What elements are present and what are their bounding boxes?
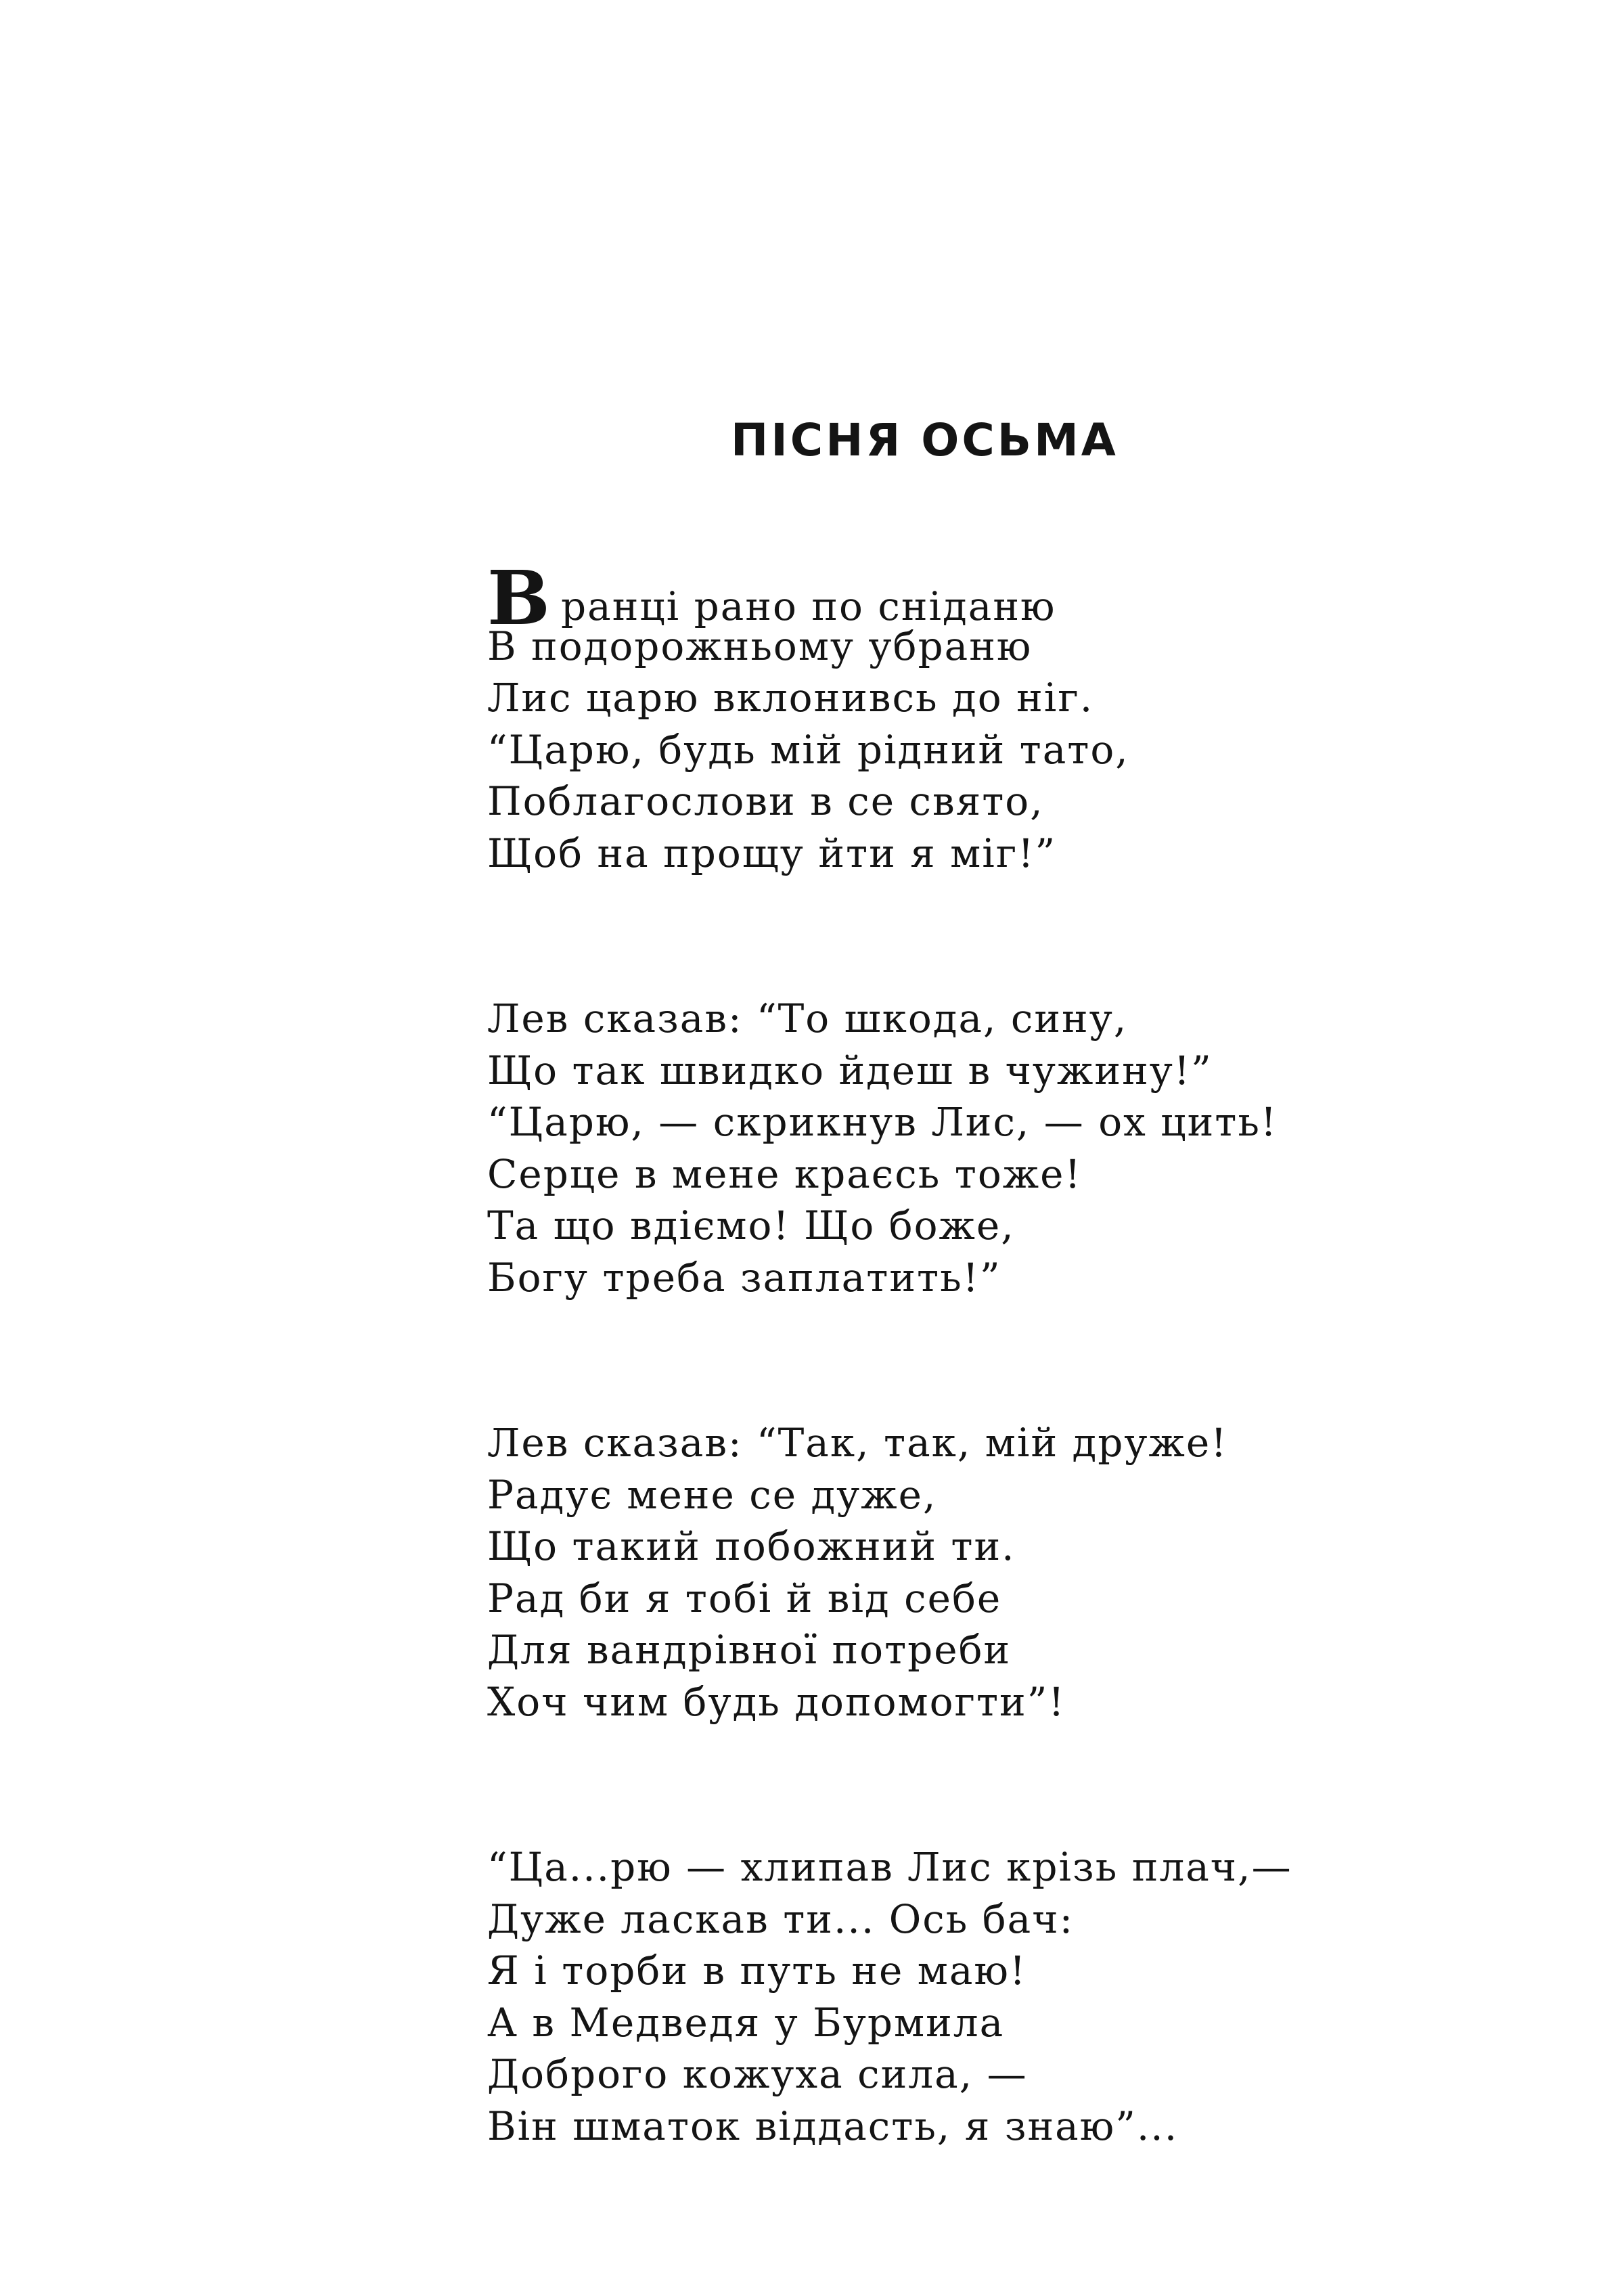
poem-line: Для вандрівної потреби (487, 1627, 1012, 1673)
poem-line: Дуже ласкав ти... Ось бач: (487, 1895, 1075, 1942)
stanza-4 (487, 1841, 1502, 2152)
poem-line: Хоч чим будь допомогти”! (487, 1678, 1066, 1725)
poem-line: Щоб на прощу йти я міг!” (487, 830, 1057, 876)
poem-line: А в Медведя у Бурмила (487, 1999, 1005, 2046)
poem-line: Серце в мене краєсь тоже! (487, 1150, 1082, 1197)
poem-line (487, 554, 1502, 642)
poem-line: “Ца...рю — хлипав Лис крізь плач,— (487, 1844, 1292, 1890)
stanza-3 (487, 1417, 1502, 1728)
poem-line: Богу треба заплатить!” (487, 1254, 1001, 1301)
poem-line: Рад би я тобі й від себе (487, 1575, 1002, 1621)
poem-line: Я і торби в путь не маю! (487, 1948, 1027, 1994)
stanza-1 (487, 554, 1502, 879)
poem-line: Доброго кожуха сила, — (487, 2051, 1028, 2097)
poem-line-text: ранці рано по сніданю (560, 583, 1056, 629)
poem-line: “Царю, — скрикнув Лис, — ох цить! (487, 1099, 1278, 1145)
poem-line: Він шматок віддасть, я знаю”... (487, 2103, 1179, 2149)
poem-line: В подорожньому убраню (487, 623, 1033, 669)
poem-line: Поблагослови в се свято, (487, 778, 1044, 824)
poem-line: Що так швидко йдеш в чужину!” (487, 1047, 1213, 1094)
poem-line: Радує мене се дуже, (487, 1471, 937, 1518)
poem-line: Лис царю вклонивсь до ніг. (487, 675, 1094, 721)
poem (487, 554, 1502, 2266)
poem-line: Лев сказав: “То шкода, сину, (487, 995, 1128, 1041)
poem-line: Що такий побожний ти. (487, 1523, 1016, 1569)
poem-line: “Царю, будь мій рідний тато, (487, 726, 1129, 773)
poem-line: Лев сказав: “Так, так, мій друже! (487, 1420, 1228, 1466)
poem-line: Та що вдіємо! Що боже, (487, 1203, 1015, 1249)
page-title: ПІСНЯ ОСЬМА (731, 414, 1119, 466)
stanza-2 (487, 993, 1502, 1303)
drop-cap: В (487, 554, 551, 642)
